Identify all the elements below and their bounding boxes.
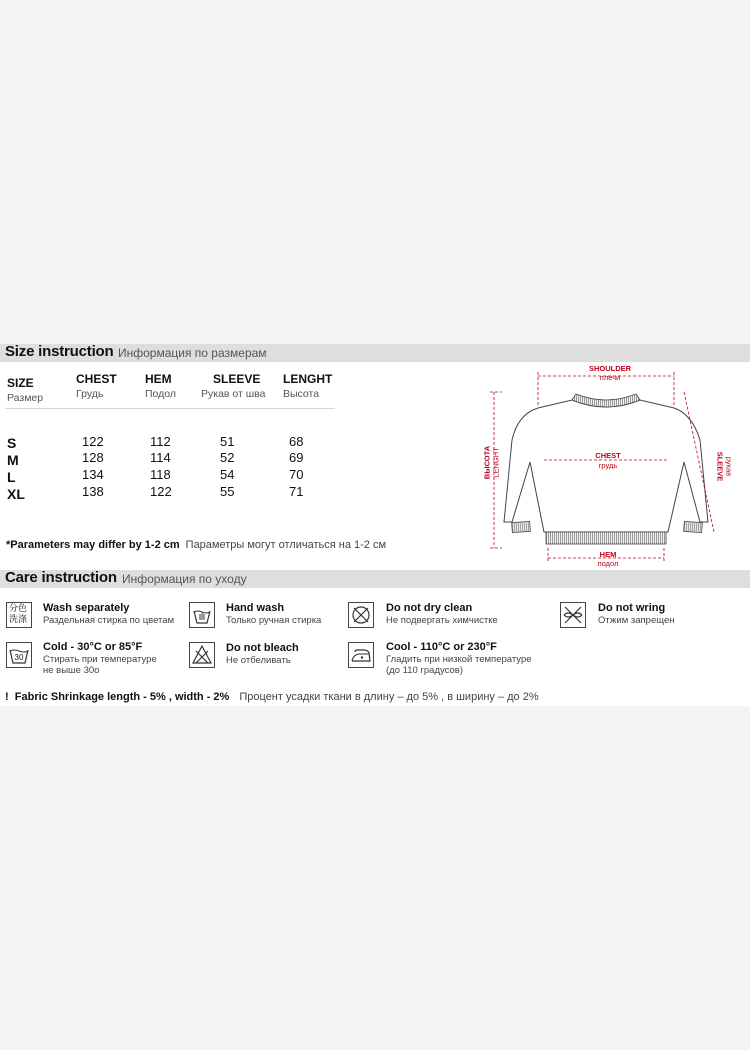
header-sleeve-ru: Рукав от шва xyxy=(201,388,266,400)
shrinkage-note-en: Fabric Shrinkage length - 5% , width - 2% xyxy=(14,691,230,703)
cool-iron-desc-2: (до 110 градусов) xyxy=(386,665,463,676)
header-chest-ru: Грудь xyxy=(76,388,104,400)
parameters-note xyxy=(6,539,386,551)
header-hem: HEM xyxy=(145,372,172,386)
shrinkage-note-ru: Процент усадки ткани в длину – до 5% , в ширину – до 2% xyxy=(239,691,539,703)
no-wring-desc: Отжим запрещен xyxy=(598,615,675,626)
sweatshirt-left-cuff xyxy=(512,521,531,532)
cold-wash-icon xyxy=(6,642,32,668)
row-chest: 122 xyxy=(82,434,104,449)
no-dry-clean-title: Do not dry clean xyxy=(386,602,473,614)
header-hem-ru: Подол xyxy=(145,388,177,400)
cold-wash-temp: 30 xyxy=(14,653,24,662)
header-size: SIZE xyxy=(7,376,34,390)
table-divider xyxy=(5,408,335,409)
header-sleeve: SLEEVE xyxy=(213,372,261,386)
wash-separately-glyph-2: 洗涤 xyxy=(9,615,28,625)
row-size: M xyxy=(7,452,19,468)
care-section-header xyxy=(0,570,750,588)
no-bleach-desc: Не отбеливать xyxy=(226,655,291,666)
row-size: XL xyxy=(7,486,25,502)
wash-separately-title: Wash separately xyxy=(43,602,130,614)
row-size: S xyxy=(7,435,17,451)
header-length-ru: Высота xyxy=(283,388,320,400)
care-section-subtitle: Информация по уходу xyxy=(122,572,247,586)
row-sleeve: 52 xyxy=(220,450,235,465)
sweatshirt-hem-rib xyxy=(546,532,666,544)
row-hem: 112 xyxy=(150,434,171,449)
care-section-title: Care instruction xyxy=(5,569,117,586)
size-section-header xyxy=(0,344,750,362)
iron-icon xyxy=(348,642,374,668)
size-section-title: Size instruction xyxy=(5,343,114,360)
row-length: 70 xyxy=(289,467,304,482)
chest-label: CHEST xyxy=(595,451,621,460)
no-bleach-title: Do not bleach xyxy=(226,642,299,654)
no-bleach-icon xyxy=(189,642,215,668)
hand-wash-icon xyxy=(189,602,215,628)
cold-wash-desc-1: Стирать при температуре xyxy=(43,654,157,665)
shrinkage-mark: ! xyxy=(5,691,9,703)
no-wring-icon xyxy=(560,602,586,628)
wash-separately-glyph-1: 分色 xyxy=(9,604,28,614)
chest-label-ru: грудь xyxy=(598,461,618,470)
cool-iron-title: Cool - 110°C or 230°F xyxy=(386,641,497,653)
parameters-note-en: *Parameters may differ by 1-2 cm xyxy=(6,539,180,551)
shrinkage-note xyxy=(5,691,539,703)
wash-separately-desc: Раздельная стирка по цветам xyxy=(43,615,175,626)
row-length: 68 xyxy=(289,434,304,449)
row-sleeve: 51 xyxy=(220,434,235,449)
wash-separately-icon xyxy=(6,602,32,628)
shoulder-label: SHOULDER xyxy=(588,364,632,373)
sweatshirt-right-cuff xyxy=(684,521,703,532)
cool-iron-desc-1: Гладить при низкой температуре xyxy=(386,654,532,665)
size-section-subtitle: Информация по размерам xyxy=(118,346,267,360)
row-hem: 118 xyxy=(150,467,171,482)
row-hem: 114 xyxy=(150,450,171,465)
hand-wash-title: Hand wash xyxy=(226,602,285,614)
no-wring-title: Do not wring xyxy=(598,602,666,614)
shoulder-label-ru: плечи xyxy=(599,373,621,382)
row-size: L xyxy=(7,469,16,485)
header-size-ru: Размер xyxy=(7,392,44,404)
row-chest: 134 xyxy=(82,467,104,482)
cold-wash-title: Cold - 30°C or 85°F xyxy=(43,641,143,653)
row-sleeve: 55 xyxy=(220,484,235,499)
row-hem: 122 xyxy=(150,484,172,499)
row-chest: 138 xyxy=(82,484,104,499)
no-dry-clean-desc: Не подвергать химчистке xyxy=(386,615,498,626)
cold-wash-desc-2: не выше 30о xyxy=(43,665,100,676)
sleeve-label: SLEEVE xyxy=(715,451,725,482)
row-length: 69 xyxy=(289,450,304,465)
hand-wash-desc: Только ручная стирка xyxy=(226,615,322,626)
parameters-note-ru: Параметры могут отличаться на 1-2 см xyxy=(185,539,387,551)
length-label-ru: ВЫСОТА xyxy=(482,445,492,480)
header-length: LENGHT xyxy=(283,372,333,386)
hem-label: HEM xyxy=(599,550,617,559)
no-dry-clean-icon xyxy=(348,602,374,628)
row-chest: 128 xyxy=(82,450,104,465)
hem-label-ru: подол xyxy=(597,559,619,568)
row-sleeve: 54 xyxy=(220,467,235,482)
sleeve-label-ru: рукав xyxy=(724,456,734,477)
header-chest: CHEST xyxy=(76,372,117,386)
row-length: 71 xyxy=(289,484,304,499)
length-label: LENGHT xyxy=(491,447,501,478)
